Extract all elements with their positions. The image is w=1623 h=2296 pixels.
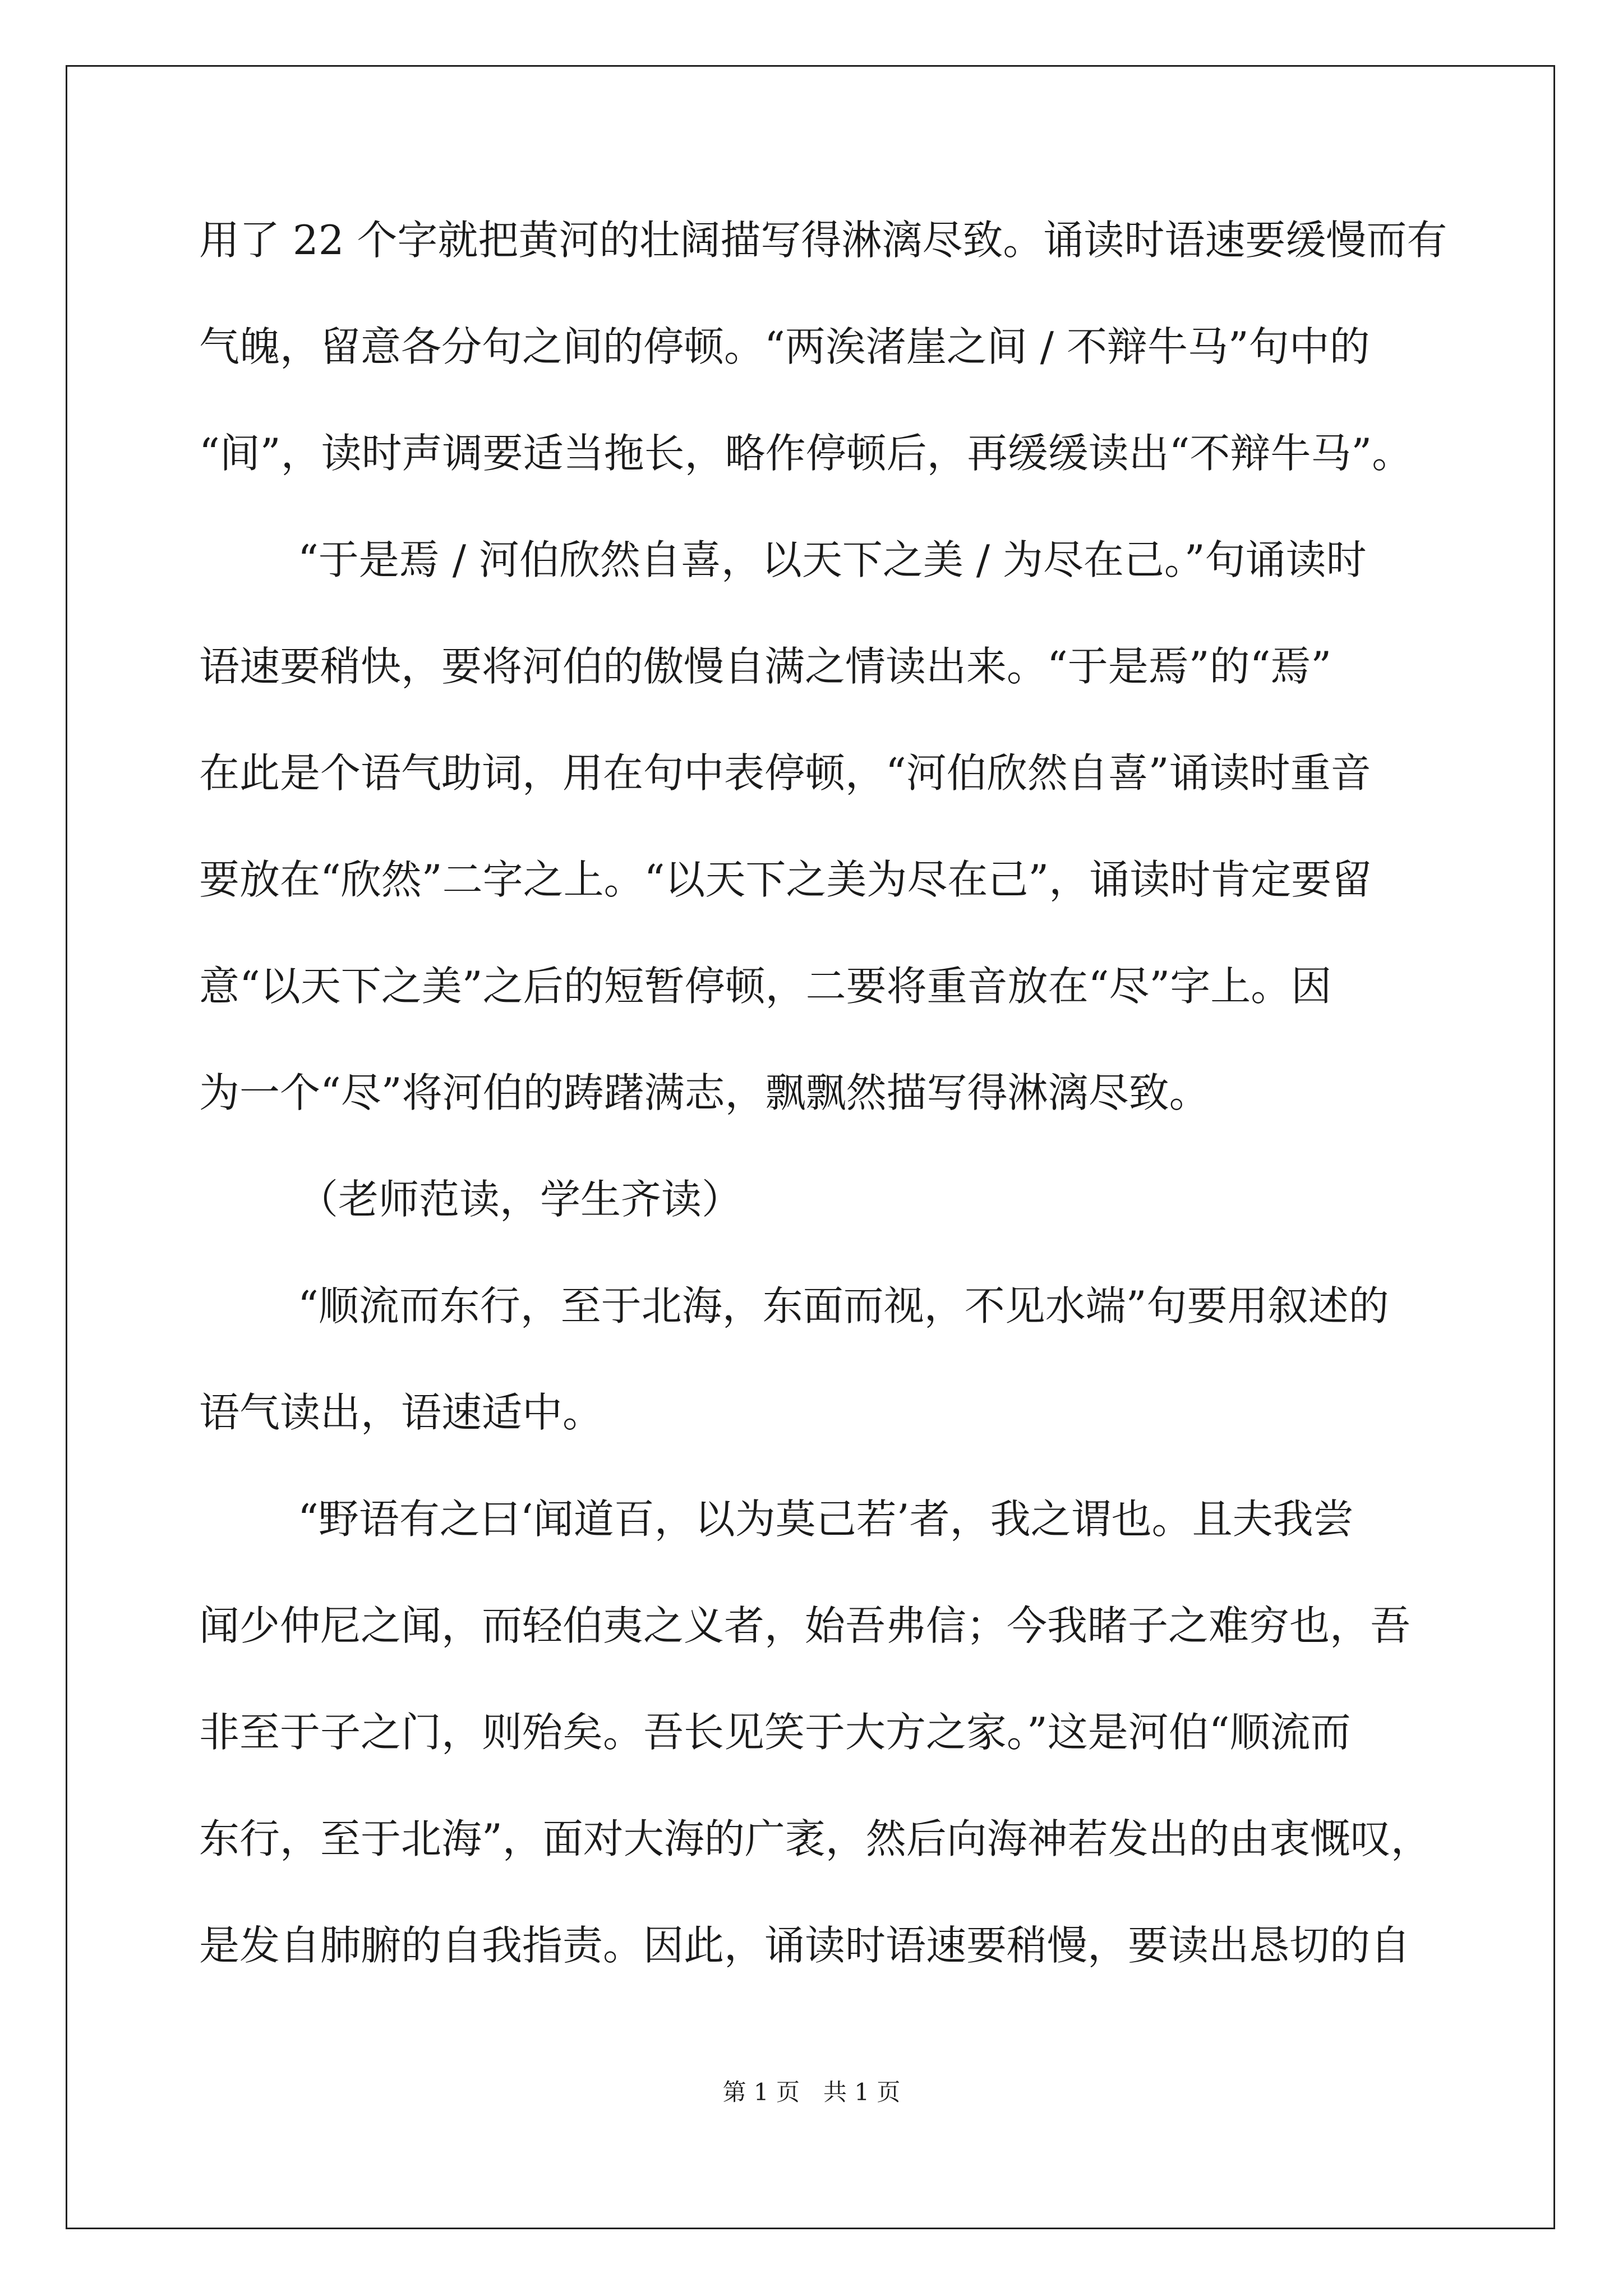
- text-line: 语速要稍快，要将河伯的傲慢自满之情读出来。“于是焉”的“焉”: [199, 643, 1332, 690]
- text-line: 在此是个语气助词，用在句中表停顿，“河伯欣然自喜”诵读时重音: [199, 749, 1371, 797]
- text-line: 非至于子之门，则殆矣。吾长见笑于大方之家。”这是河伯“顺流而: [199, 1709, 1351, 1756]
- text-line: “间”，读时声调要适当拖长，略作停顿后，再缓缓读出“不辩牛马”。: [199, 430, 1413, 477]
- text-line: 语气读出，语速适中。: [199, 1389, 603, 1436]
- text-line: 意“以天下之美”之后的短暂停顿，二要将重音放在“尽”字上。因: [199, 963, 1332, 1010]
- page-footer: 第 1 页 共 1 页: [722, 2078, 901, 2106]
- paragraph-start: “野语有之曰‘闻道百，以为莫己若’者，我之谓也。且夫我尝: [298, 1496, 1354, 1543]
- text-line: 用了 22 个字就把黄河的壮阔描写得淋漓尽致。诵读时语速要缓慢而有: [199, 217, 1447, 264]
- text-line: 要放在“欣然”二字之上。“以天下之美为尽在己”，诵读时肯定要留: [199, 856, 1372, 903]
- text-line: 是发自肺腑的自我指责。因此，诵读时语速要稍慢，要读出恳切的自: [199, 1922, 1411, 1969]
- paragraph-start: “顺流而东行，至于北海，东面而视，不见水端”句要用叙述的: [298, 1282, 1389, 1329]
- text-line: 闻少仲尼之闻，而轻伯夷之义者，始吾弗信；今我睹子之难穷也，吾: [199, 1602, 1411, 1649]
- text-line: 气魄，留意各分句之间的停顿。“两涘渚崖之间 / 不辩牛马”句中的: [199, 323, 1370, 370]
- page-border: [66, 65, 1555, 2229]
- paragraph-start: （老师范读，学生齐读）: [298, 1176, 743, 1223]
- paragraph-start: “于是焉 / 河伯欣然自喜，以天下之美 / 为尽在己。”句诵读时: [298, 536, 1367, 583]
- text-line: 东行，至于北海”，面对大海的广袤，然后向海神若发出的由衷慨叹，: [199, 1815, 1431, 1862]
- text-line: 为一个“尽”将河伯的踌躇满志，飘飘然描写得淋漓尽致。: [199, 1069, 1210, 1116]
